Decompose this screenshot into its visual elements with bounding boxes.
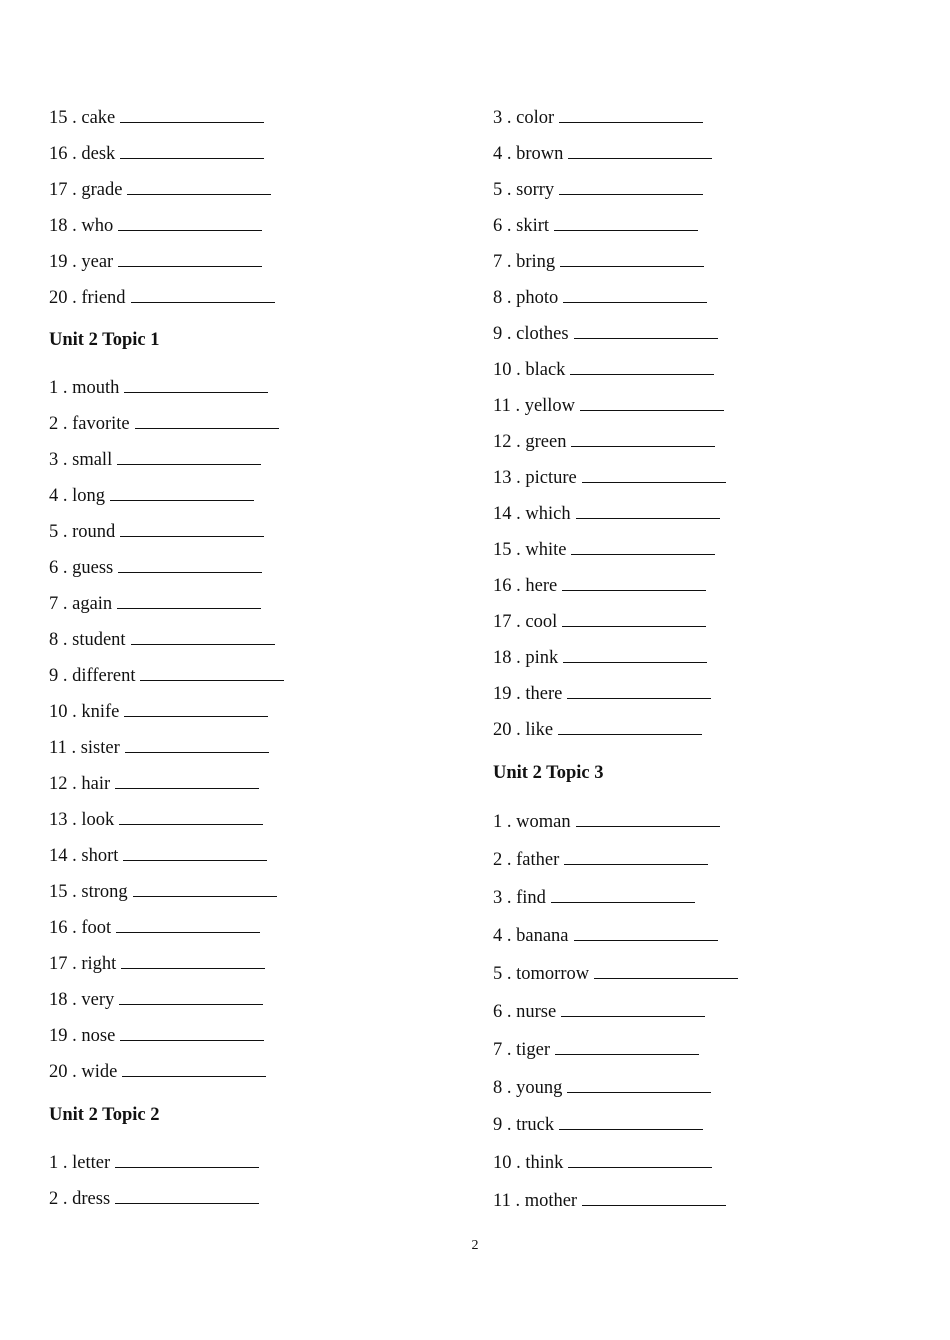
answer-blank[interactable] (559, 193, 703, 195)
list-item: 1 . mouth (49, 376, 268, 400)
answer-blank[interactable] (576, 517, 720, 519)
answer-blank[interactable] (568, 1166, 712, 1168)
answer-blank[interactable] (559, 121, 703, 123)
answer-blank[interactable] (570, 373, 714, 375)
list-item: 10 . black (493, 358, 714, 382)
list-item: 4 . brown (493, 142, 712, 166)
list-item: 8 . photo (493, 286, 707, 310)
list-item: 1 . woman (493, 810, 720, 834)
list-item: 12 . green (493, 430, 715, 454)
list-item: 5 . tomorrow (493, 962, 738, 986)
list-item: 7 . bring (493, 250, 704, 274)
answer-blank[interactable] (567, 1091, 711, 1093)
list-item: 4 . banana (493, 924, 718, 948)
answer-blank[interactable] (564, 863, 708, 865)
answer-blank[interactable] (574, 337, 718, 339)
list-item: 11 . yellow (493, 394, 724, 418)
list-item: 19 . year (49, 250, 262, 274)
list-item: 1 . letter (49, 1151, 259, 1175)
section-heading: Unit 2 Topic 3 (493, 763, 604, 783)
list-item: 11 . mother (493, 1189, 726, 1213)
list-item: 8 . student (49, 628, 275, 652)
answer-blank[interactable] (571, 553, 715, 555)
list-item: 7 . again (49, 592, 261, 616)
list-item: 10 . knife (49, 700, 268, 724)
list-item: 16 . desk (49, 142, 264, 166)
answer-blank[interactable] (563, 661, 707, 663)
page-number: 2 (471, 1238, 479, 1253)
list-item: 14 . short (49, 844, 267, 868)
list-item: 19 . there (493, 682, 711, 706)
list-item: 6 . guess (49, 556, 262, 580)
list-item: 17 . right (49, 952, 265, 976)
list-item: 3 . color (493, 106, 703, 130)
list-item: 5 . round (49, 520, 264, 544)
list-item: 3 . find (493, 886, 695, 910)
list-item: 20 . wide (49, 1060, 266, 1084)
list-item: 16 . foot (49, 916, 260, 940)
list-item: 13 . look (49, 808, 263, 832)
answer-blank[interactable] (580, 409, 724, 411)
answer-blank[interactable] (554, 229, 698, 231)
answer-blank[interactable] (558, 733, 702, 735)
list-item: 9 . truck (493, 1113, 703, 1137)
list-item: 16 . here (493, 574, 706, 598)
answer-blank[interactable] (562, 625, 706, 627)
answer-blank[interactable] (562, 589, 706, 591)
list-item: 18 . very (49, 988, 263, 1012)
answer-blank[interactable] (555, 1053, 699, 1055)
list-item: 4 . long (49, 484, 254, 508)
answer-blank[interactable] (594, 977, 738, 979)
list-item: 8 . young (493, 1076, 711, 1100)
list-item: 15 . cake (49, 106, 264, 130)
list-item: 10 . think (493, 1151, 712, 1175)
list-item: 6 . skirt (493, 214, 698, 238)
list-item: 9 . different (49, 664, 284, 688)
answer-blank[interactable] (574, 939, 718, 941)
list-item: 20 . friend (49, 286, 275, 310)
list-item: 19 . nose (49, 1024, 264, 1048)
answer-blank[interactable] (582, 481, 726, 483)
list-item: 13 . picture (493, 466, 726, 490)
list-item: 18 . pink (493, 646, 707, 670)
answer-blank[interactable] (582, 1204, 726, 1206)
list-item: 2 . favorite (49, 412, 279, 436)
answer-blank[interactable] (567, 697, 711, 699)
list-item: 11 . sister (49, 736, 269, 760)
list-item: 6 . nurse (493, 1000, 705, 1024)
list-item: 20 . like (493, 718, 702, 742)
answer-blank[interactable] (568, 157, 712, 159)
list-item: 9 . clothes (493, 322, 718, 346)
list-item: 2 . dress (49, 1187, 259, 1211)
list-item: 14 . which (493, 502, 720, 526)
list-item: 17 . cool (493, 610, 706, 634)
list-item: 18 . who (49, 214, 262, 238)
answer-blank[interactable] (551, 901, 695, 903)
section-heading: Unit 2 Topic 1 (49, 330, 160, 350)
answer-blank[interactable] (560, 265, 704, 267)
list-item: 2 . father (493, 848, 708, 872)
list-item: 12 . hair (49, 772, 259, 796)
list-item: 7 . tiger (493, 1038, 699, 1062)
list-item: 3 . small (49, 448, 261, 472)
list-item: 15 . strong (49, 880, 277, 904)
list-item: 15 . white (493, 538, 715, 562)
answer-blank[interactable] (561, 1015, 705, 1017)
answer-blank[interactable] (571, 445, 715, 447)
list-item: 17 . grade (49, 178, 271, 202)
section-heading: Unit 2 Topic 2 (49, 1105, 160, 1125)
answer-blank[interactable] (576, 825, 720, 827)
answer-blank[interactable] (563, 301, 707, 303)
list-item: 5 . sorry (493, 178, 703, 202)
answer-blank[interactable] (559, 1128, 703, 1130)
